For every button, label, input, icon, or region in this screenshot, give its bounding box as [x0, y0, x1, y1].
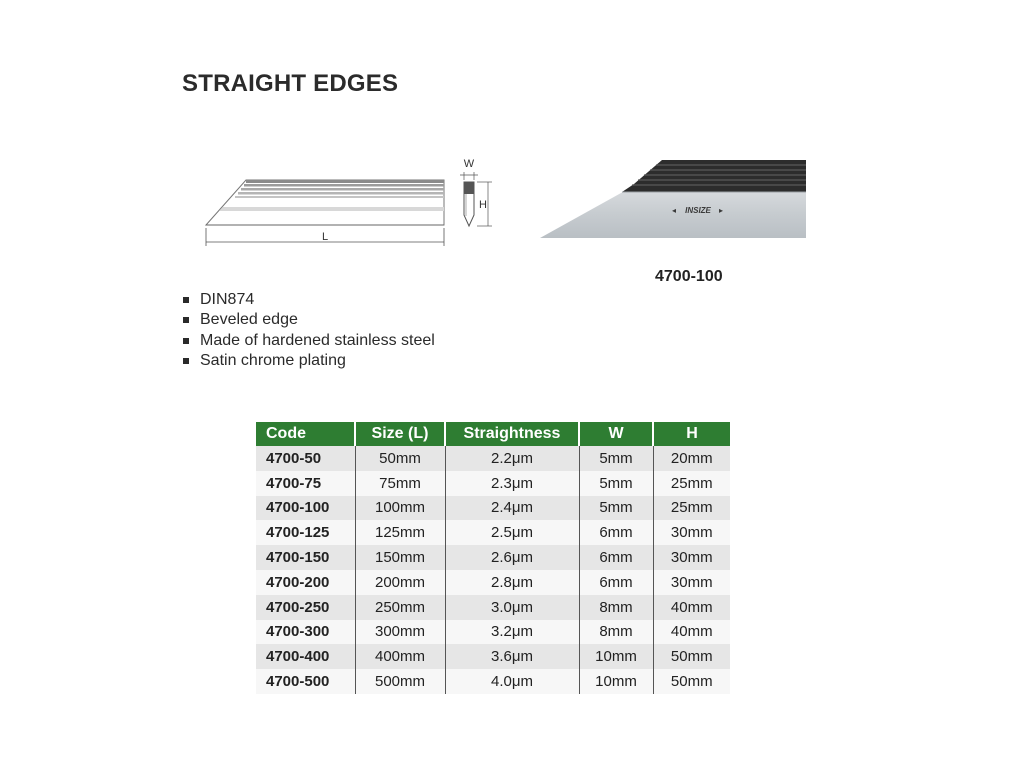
cell-straightness: 2.5μm [445, 520, 579, 545]
header-code: Code [256, 422, 355, 446]
cell-h: 25mm [653, 496, 730, 521]
cell-w: 10mm [579, 644, 653, 669]
header-w: W [579, 422, 653, 446]
cell-h: 25mm [653, 471, 730, 496]
cell-code: 4700-400 [256, 644, 355, 669]
cell-code: 4700-50 [256, 446, 355, 471]
cell-straightness: 2.2μm [445, 446, 579, 471]
specification-table [256, 422, 730, 694]
cell-straightness: 2.8μm [445, 570, 579, 595]
brand-mark: INSIZE [685, 206, 711, 215]
cell-size: 200mm [355, 570, 445, 595]
cell-size: 75mm [355, 471, 445, 496]
cell-size: 100mm [355, 496, 445, 521]
cell-w: 6mm [579, 570, 653, 595]
cell-size: 125mm [355, 520, 445, 545]
cell-size: 250mm [355, 595, 445, 620]
brand-arrow-right-icon: ▸ [719, 206, 724, 215]
table-row [256, 620, 730, 645]
cell-code: 4700-75 [256, 471, 355, 496]
cell-size: 50mm [355, 446, 445, 471]
cell-straightness: 3.2μm [445, 620, 579, 645]
table-row [256, 669, 730, 694]
table-row [256, 471, 730, 496]
cell-w: 6mm [579, 520, 653, 545]
cell-size: 150mm [355, 545, 445, 570]
product-photo [538, 158, 808, 240]
table-row [256, 644, 730, 669]
length-label: L [321, 231, 329, 243]
cell-w: 5mm [579, 471, 653, 496]
cell-h: 30mm [653, 545, 730, 570]
feature-item: DIN874 [182, 290, 435, 310]
table-row [256, 570, 730, 595]
cell-straightness: 2.3μm [445, 471, 579, 496]
straight-edge-diagram [196, 150, 506, 250]
feature-item: Satin chrome plating [182, 351, 435, 371]
cell-straightness: 2.6μm [445, 545, 579, 570]
bullet-icon [183, 297, 189, 303]
cell-code: 4700-300 [256, 620, 355, 645]
height-label: H [479, 199, 487, 211]
cell-code: 4700-125 [256, 520, 355, 545]
cell-size: 300mm [355, 620, 445, 645]
cell-h: 50mm [653, 644, 730, 669]
cell-straightness: 3.0μm [445, 595, 579, 620]
cell-h: 30mm [653, 570, 730, 595]
cell-code: 4700-200 [256, 570, 355, 595]
cell-size: 500mm [355, 669, 445, 694]
cross-section [460, 158, 492, 226]
cell-w: 10mm [579, 669, 653, 694]
cell-h: 50mm [653, 669, 730, 694]
cell-w: 8mm [579, 620, 653, 645]
table-row [256, 446, 730, 471]
cell-h: 40mm [653, 620, 730, 645]
feature-list [182, 290, 435, 371]
cell-straightness: 2.4μm [445, 496, 579, 521]
cell-h: 20mm [653, 446, 730, 471]
header-straightness: Straightness [445, 422, 579, 446]
cell-w: 5mm [579, 496, 653, 521]
table-row [256, 595, 730, 620]
table-row [256, 496, 730, 521]
cell-w: 8mm [579, 595, 653, 620]
cell-straightness: 4.0μm [445, 669, 579, 694]
header-size: Size (L) [355, 422, 445, 446]
cell-h: 40mm [653, 595, 730, 620]
cell-code: 4700-100 [256, 496, 355, 521]
page-title: STRAIGHT EDGES [182, 70, 399, 97]
table-row [256, 545, 730, 570]
cell-straightness: 3.6μm [445, 644, 579, 669]
bullet-icon [183, 338, 189, 344]
cell-code: 4700-250 [256, 595, 355, 620]
table-header-row [256, 422, 730, 446]
table-row [256, 520, 730, 545]
cell-code: 4700-150 [256, 545, 355, 570]
cell-h: 30mm [653, 520, 730, 545]
cell-size: 400mm [355, 644, 445, 669]
header-h: H [653, 422, 730, 446]
brand-arrow-left-icon: ◂ [672, 206, 677, 215]
bullet-icon [183, 317, 189, 323]
width-label: W [463, 158, 475, 170]
cell-code: 4700-500 [256, 669, 355, 694]
feature-item: Made of hardened stainless steel [182, 331, 435, 351]
cell-w: 5mm [579, 446, 653, 471]
photo-caption: 4700-100 [655, 268, 723, 285]
cell-w: 6mm [579, 545, 653, 570]
feature-item: Beveled edge [182, 310, 435, 330]
bullet-icon [183, 358, 189, 364]
